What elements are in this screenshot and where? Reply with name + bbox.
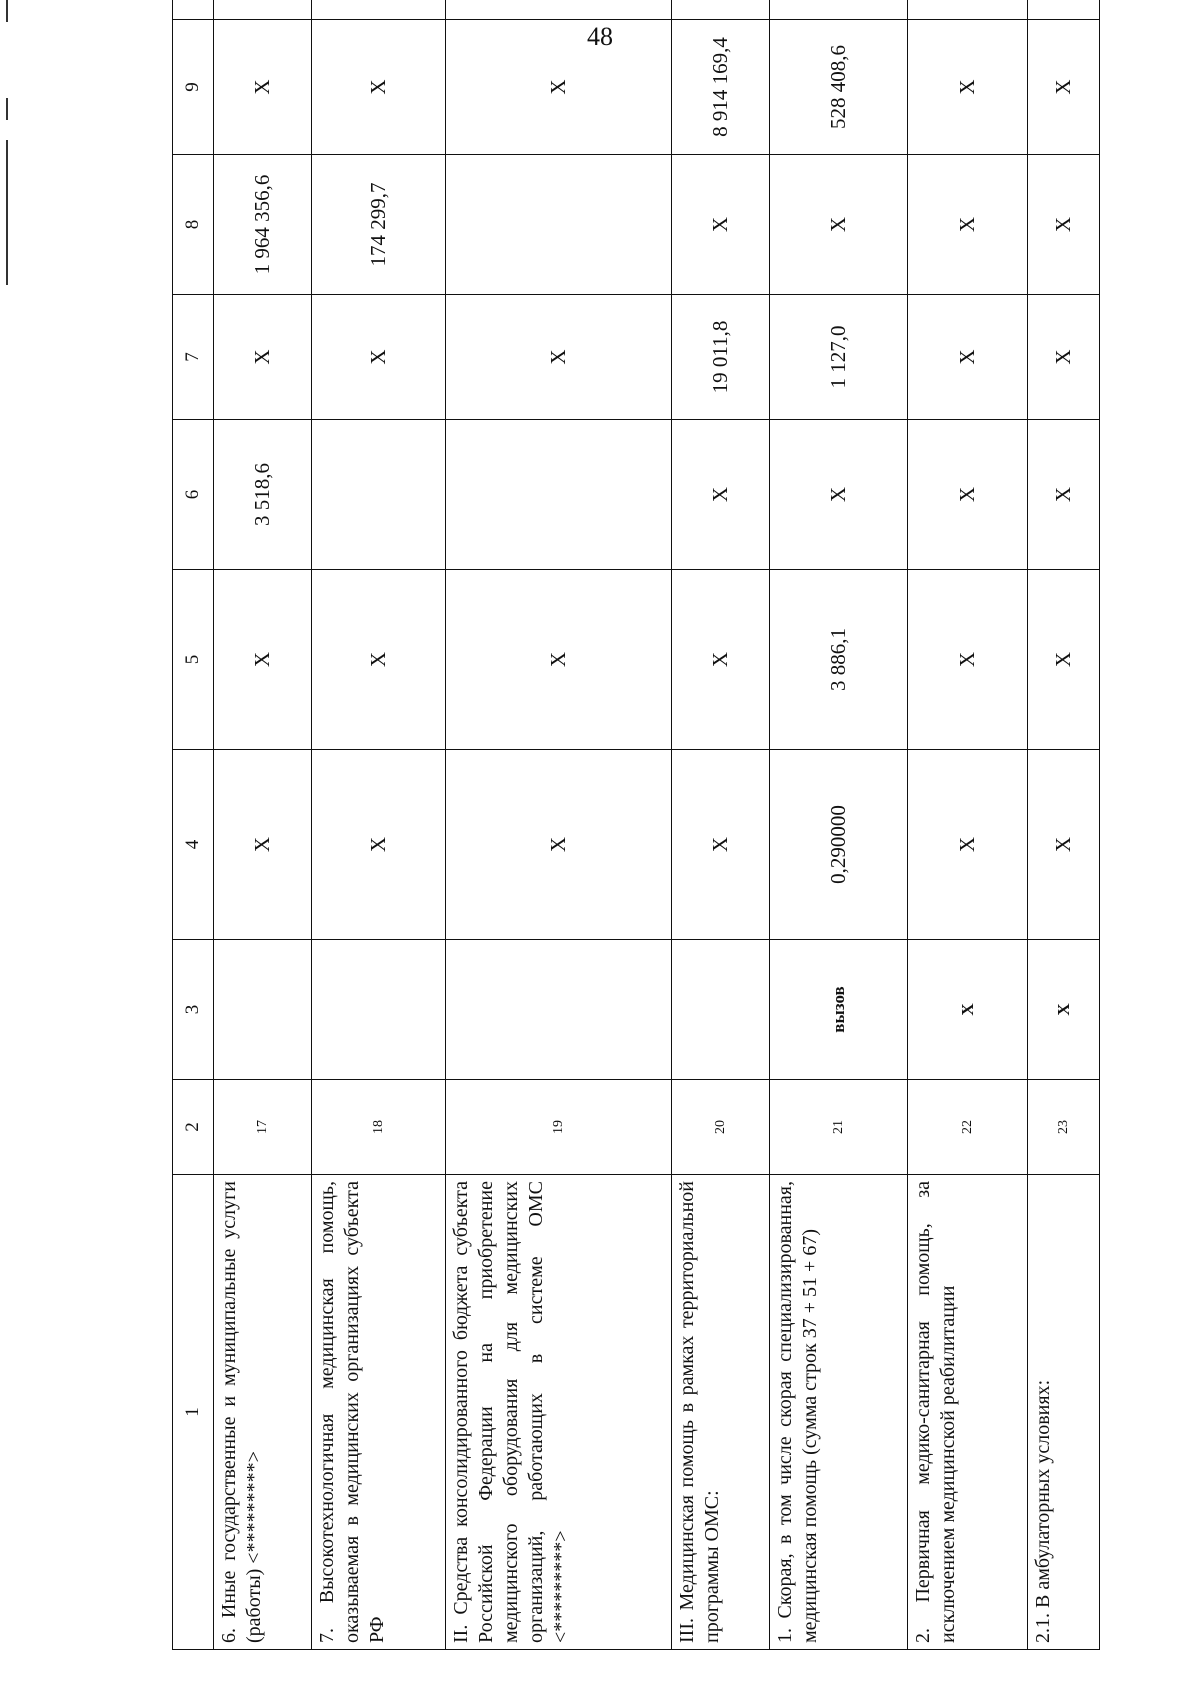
row-name: 7. Высокотехнологичная медицинская помощь, оказываемая в медицинских организациях субъекта РФ (312, 1175, 446, 1650)
table-cell: X (908, 420, 1028, 570)
table-row (214, 0, 312, 1650)
table-cell (312, 0, 446, 20)
table-row (312, 0, 446, 1650)
table-cell (908, 0, 1028, 20)
table-cell: X (908, 155, 1028, 295)
column-header: 3 (173, 940, 214, 1080)
table-cell: 0,290000 (770, 750, 908, 940)
row-name: 6. Иные государственные и муниципальные услуги (работы) <*********> (214, 1175, 312, 1650)
table-cell: 528 408,6 (770, 20, 908, 155)
table-cell: X (1028, 20, 1100, 155)
table-cell (446, 155, 672, 295)
unit-cell (672, 940, 770, 1080)
column-header: 6 (173, 420, 214, 570)
scan-edge-mark (6, 0, 8, 22)
table-cell (214, 0, 312, 20)
table-cell: X (672, 570, 770, 750)
table-cell: X (1028, 420, 1100, 570)
row-number: 20 (672, 1080, 770, 1175)
financing-table (172, 0, 1100, 1650)
table-cell: X (908, 20, 1028, 155)
table-cell: 174 299,7 (312, 155, 446, 295)
row-number: 22 (908, 1080, 1028, 1175)
table-cell: X (908, 295, 1028, 420)
table-cell: 3 886,1 (770, 570, 908, 750)
table-cell: X (1028, 570, 1100, 750)
table-cell: X (672, 155, 770, 295)
table-cell: X (770, 155, 908, 295)
unit-cell (312, 940, 446, 1080)
table-cell: X (1028, 750, 1100, 940)
column-header: 2 (173, 1080, 214, 1175)
unit-cell: вызов (770, 940, 908, 1080)
table-cell (1028, 0, 1100, 20)
table-row (446, 0, 672, 1650)
table-cell: X (446, 20, 672, 155)
table-cell: 3 518,6 (214, 420, 312, 570)
unit-cell: X (908, 940, 1028, 1080)
table-cell: X (1028, 155, 1100, 295)
table-cell: X (770, 420, 908, 570)
column-header: 8 (173, 155, 214, 295)
scan-edge-mark (6, 98, 8, 120)
table-cell: 1 127,0 (770, 295, 908, 420)
table-cell: X (214, 20, 312, 155)
column-header: 7 (173, 295, 214, 420)
table-cell: 1 964 356,6 (214, 155, 312, 295)
row-name: 2. Первичная медико-санитарная помощь, за исключением медицинской реабилитации (908, 1175, 1028, 1650)
table-cell: X (446, 750, 672, 940)
rotated-table-container (172, 37, 1092, 1650)
unit-cell (214, 940, 312, 1080)
table-row (672, 0, 770, 1650)
table-cell: X (1028, 295, 1100, 420)
table-cell (446, 420, 672, 570)
table-cell (446, 0, 672, 20)
row-number: 23 (1028, 1080, 1100, 1175)
table-row (1028, 0, 1100, 1650)
table-cell: X (446, 570, 672, 750)
page-number: 48 (587, 22, 613, 51)
row-number: 17 (214, 1080, 312, 1175)
header-row (173, 0, 214, 1650)
column-header (173, 0, 214, 20)
table-cell: X (312, 295, 446, 420)
row-number: 19 (446, 1080, 672, 1175)
table-cell: X (446, 295, 672, 420)
row-number: 18 (312, 1080, 446, 1175)
table-cell: X (214, 750, 312, 940)
unit-cell: X (1028, 940, 1100, 1080)
row-name: 1. Скорая, в том числе скорая специализированная, медицинская помощь (сумма строк 37 + 51 + 67) (770, 1175, 908, 1650)
table-cell (672, 0, 770, 20)
row-name: II. Средства консолидированного бюджета субъекта Российской Федерации на приобретение медицинского оборудования для медицинских организаций, работающих в системе ОМС <*********> (446, 1175, 672, 1650)
table-cell: X (312, 20, 446, 155)
table-cell: 8 914 169,4 (672, 20, 770, 155)
row-number: 21 (770, 1080, 908, 1175)
table-cell (770, 0, 908, 20)
table-cell: X (908, 750, 1028, 940)
table-cell: X (908, 570, 1028, 750)
row-name: III. Медицинская помощь в рамках территориальной программы ОМС: (672, 1175, 770, 1650)
unit-cell (446, 940, 672, 1080)
table-cell: X (312, 570, 446, 750)
column-header: 1 (173, 1175, 214, 1650)
table-cell (312, 420, 446, 570)
scan-edge-mark (6, 140, 8, 285)
table-cell: X (672, 750, 770, 940)
row-name: 2.1. В амбулаторных условиях: (1028, 1175, 1100, 1650)
column-header: 5 (173, 570, 214, 750)
table-cell: X (214, 295, 312, 420)
table-cell: X (672, 420, 770, 570)
column-header: 9 (173, 20, 214, 155)
column-header: 4 (173, 750, 214, 940)
table-cell: X (312, 750, 446, 940)
table-cell: X (214, 570, 312, 750)
table-row (908, 0, 1028, 1650)
table-cell: 19 011,8 (672, 295, 770, 420)
table-row (770, 0, 908, 1650)
